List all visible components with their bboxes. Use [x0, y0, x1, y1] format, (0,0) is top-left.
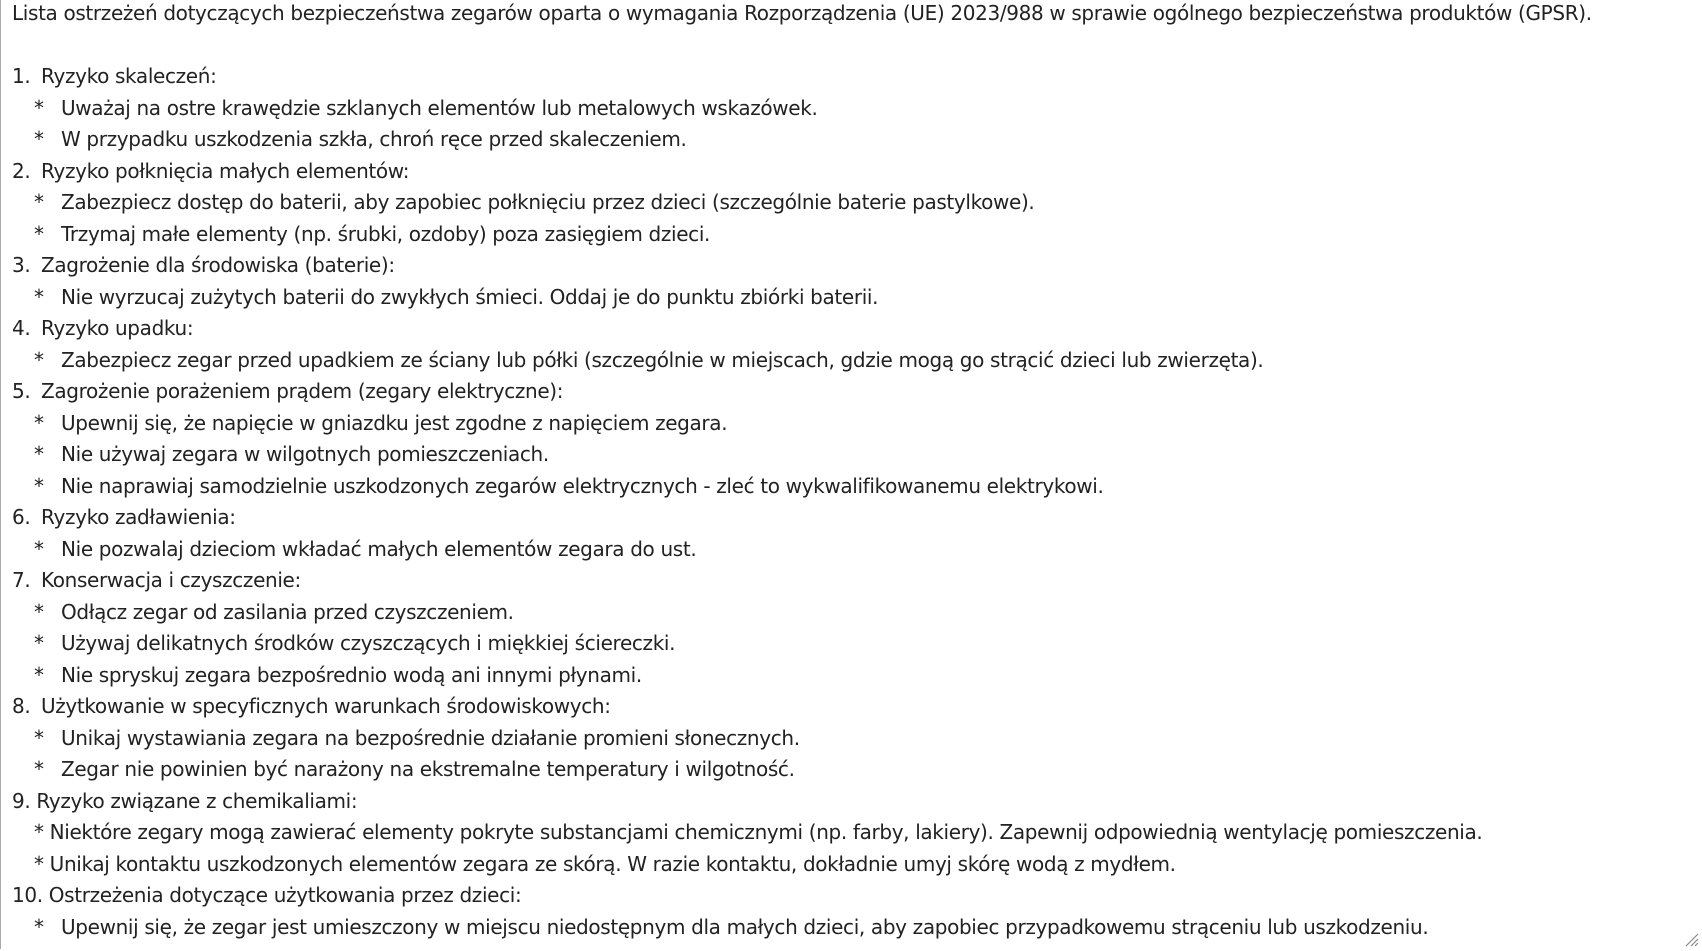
list-item-text: Zabezpiecz zegar przed upadkiem ze ściany lub półki (szczególnie w miejscach, gdzie mogą go strącić dzieci lub zwierzęta).: [61, 347, 1264, 372]
section-number: 2.: [12, 158, 31, 183]
list-item: [12, 187, 1691, 219]
section-heading: [12, 376, 1691, 408]
section-title: Zagrożenie dla środowiska (baterie):: [41, 253, 395, 277]
bullet-marker: *: [34, 95, 44, 120]
bullet-marker: *: [34, 914, 44, 939]
list-item: [12, 93, 1691, 125]
bullet-marker: *: [34, 190, 44, 214]
list-item-text: Uważaj na ostre krawędzie szklanych elementów lub metalowych wskazówek.: [61, 95, 818, 120]
list-item: [12, 817, 1691, 849]
section-number: 10.: [12, 883, 43, 907]
list-item: [12, 219, 1691, 251]
list-item-text: Używaj delikatnych środków czyszczących i miękkiej ściereczki.: [61, 631, 676, 655]
list-item: [12, 628, 1691, 660]
list-item-text: Nie spryskuj zegara bezpośrednio wodą ani innymi płynami.: [61, 662, 642, 687]
section-heading: [12, 313, 1691, 345]
list-item: [12, 471, 1691, 503]
list-item-text: Zabezpiecz dostęp do baterii, aby zapobiec połknięciu przez dzieci (szczególnie baterie pastylkowe).: [61, 190, 1035, 214]
bullet-marker: *: [34, 347, 44, 372]
bullet-marker: *: [34, 410, 44, 435]
bullet-marker: *: [34, 599, 44, 624]
list-item: [12, 597, 1691, 629]
list-item-text: Nie naprawiaj samodzielnie uszkodzonych zegarów elektrycznych - zleć to wykwalifikowanemu elektrykowi.: [61, 473, 1104, 498]
section-number: 3.: [12, 253, 31, 277]
list-item-text: Nie używaj zegara w wilgotnych pomieszczeniach.: [61, 442, 549, 466]
section-title: Ryzyko połknięcia małych elementów:: [41, 158, 410, 183]
section-heading: [12, 565, 1691, 597]
bullet-marker: *: [34, 662, 44, 687]
section-heading: [12, 691, 1691, 723]
resize-grip-icon[interactable]: [1683, 931, 1699, 947]
list-item-text: Nie pozwalaj dzieciom wkładać małych elementów zegara do ust.: [61, 536, 697, 561]
bullet-marker: *: [34, 536, 44, 561]
intro-text: Lista ostrzeżeń dotyczących bezpieczeństwa zegarów oparta o wymagania Rozporządzenia (UE) 2023/988 w sprawie ogólnego bezpieczeństwa produktów (GPSR).: [12, 1, 1592, 25]
list-item: [12, 912, 1691, 944]
section-title: Konserwacja i czyszczenie:: [41, 568, 301, 592]
list-item: [12, 660, 1691, 692]
blank-line: [12, 30, 1691, 62]
list-item-text: Upewnij się, że zegar jest umieszczony w miejscu niedostępnym dla małych dzieci, aby zapobiec przypadkowemu strąceniu lub uszkodzeniu.: [61, 914, 1429, 939]
bullet-marker: *: [34, 221, 44, 246]
section-heading: [12, 156, 1691, 188]
list-item-text: W przypadku uszkodzenia szkła, chroń ręce przed skaleczeniem.: [61, 127, 687, 151]
bullet-marker: *: [34, 473, 44, 498]
section-heading: [12, 502, 1691, 534]
section-heading: [12, 786, 1691, 818]
list-item: [12, 282, 1691, 314]
section-number: 1.: [12, 64, 31, 88]
list-item: [12, 849, 1691, 881]
section-number: 7.: [12, 568, 31, 592]
list-item-text: Upewnij się, że napięcie w gniazdku jest zgodne z napięciem zegara.: [61, 410, 728, 435]
bullet-marker: *: [34, 442, 44, 466]
section-heading: [12, 880, 1691, 912]
list-item: [12, 534, 1691, 566]
list-item-text: Odłącz zegar od zasilania przed czyszczeniem.: [61, 599, 514, 624]
section-heading: [12, 250, 1691, 282]
section-title: Zagrożenie porażeniem prądem (zegary elektryczne):: [41, 379, 564, 403]
bullet-marker: *: [34, 725, 44, 750]
list-item: [12, 723, 1691, 755]
section-heading: [12, 61, 1691, 93]
section-title: Ryzyko zadławienia:: [41, 505, 236, 529]
list-item-text: * Unikaj kontaktu uszkodzonych elementów zegara ze skórą. W razie kontaktu, dokładnie umyj skórę wodą z mydłem.: [34, 851, 1176, 876]
bullet-marker: *: [34, 757, 44, 781]
list-item: [12, 124, 1691, 156]
section-title: Ryzyko związane z chemikaliami:: [36, 788, 358, 813]
section-number: 9.: [12, 788, 31, 813]
list-item-text: Trzymaj małe elementy (np. śrubki, ozdoby) poza zasięgiem dzieci.: [61, 221, 711, 246]
bullet-marker: *: [34, 127, 44, 151]
section-title: Ryzyko skaleczeń:: [41, 64, 217, 88]
bullet-marker: *: [34, 631, 44, 655]
section-title: Ostrzeżenia dotyczące użytkowania przez dzieci:: [48, 883, 522, 907]
list-item: [12, 754, 1691, 786]
textarea-content: [12, 0, 1691, 943]
list-item: [12, 408, 1691, 440]
section-title: Użytkowanie w specyficznych warunkach środowiskowych:: [41, 694, 611, 718]
list-item-text: Unikaj wystawiania zegara na bezpośrednie działanie promieni słonecznych.: [61, 725, 800, 750]
section-title: Ryzyko upadku:: [41, 316, 194, 340]
list-item-text: Nie wyrzucaj zużytych baterii do zwykłych śmieci. Oddaj je do punktu zbiórki baterii.: [61, 284, 879, 309]
list-item: [12, 439, 1691, 471]
list-item-text: Zegar nie powinien być narażony na ekstremalne temperatury i wilgotność.: [61, 757, 795, 781]
section-number: 8.: [12, 694, 31, 718]
section-number: 6.: [12, 505, 31, 529]
bullet-marker: *: [34, 284, 44, 309]
list-item-text: * Niektóre zegary mogą zawierać elementy pokryte substancjami chemicznymi (np. farby, lakiery). Zapewnij odpowiednią wentylację pomieszczenia.: [34, 820, 1483, 844]
section-number: 4.: [12, 316, 31, 340]
section-number: 5.: [12, 379, 31, 403]
list-item: [12, 345, 1691, 377]
